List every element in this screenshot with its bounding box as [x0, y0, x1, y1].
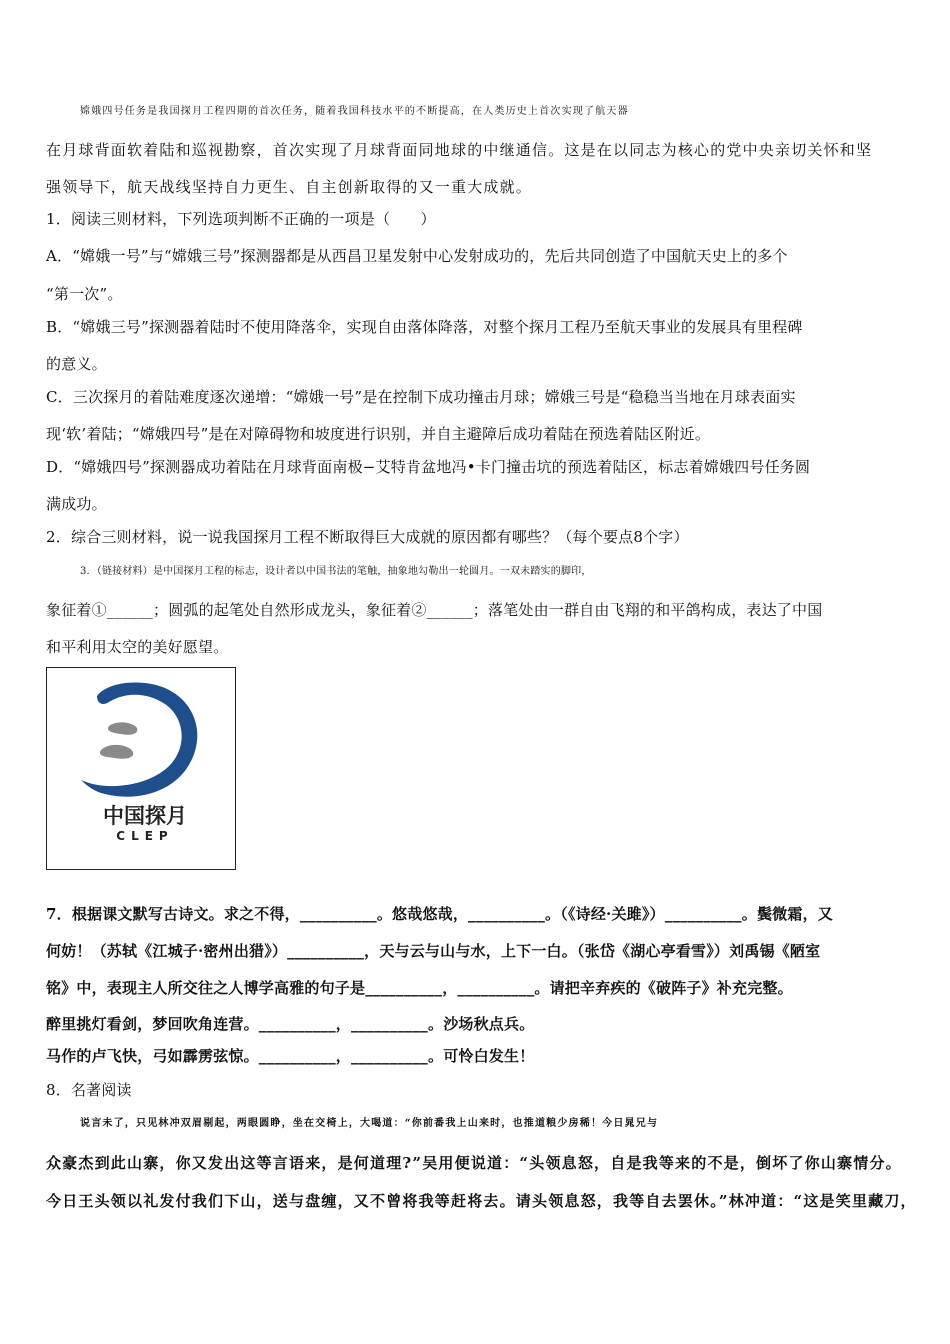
- moon-arc: [81, 682, 197, 796]
- option-b-line-2: 的意义。: [46, 355, 107, 373]
- option-c-line-1: C．三次探月的着陆难度逐次递增：“嫦娥一号”是在控制下成功撞击月球；嫦娥三号是“稳稳当当地在月球表面实: [46, 388, 796, 406]
- question-7-line-3: 铭》中，表现主人所交往之人博学高雅的句子是__________，__________。请把辛弃疾的《破阵子》补充完整。: [46, 979, 793, 997]
- option-b-line-1: B．“嫦娥三号”探测器着陆时不使用降落伞，实现自由落体降落，对整个探月工程乃至航天事业的发展具有里程碑: [46, 318, 803, 336]
- question-8-title: 8．名著阅读: [46, 1081, 132, 1099]
- logo-name-en: CLEP: [116, 829, 174, 843]
- question-3-line-2: 象征着①______；圆弧的起笔处自然形成龙头，象征着②______；落笔处由一群自由飞翔的和平鸽构成，表达了中国: [46, 601, 823, 619]
- question-7-line-1: 7．根据课文默写古诗文。求之不得，__________。悠哉悠哉，__________。（《诗经·关雎》）__________。鬓微霜，又: [46, 905, 833, 923]
- question-2: 2．综合三则材料，说一说我国探月工程不断取得巨大成就的原因都有哪些？（每个要点8个字）: [46, 528, 689, 546]
- logo-name-cn: 中国探月: [103, 804, 187, 828]
- question-3-line-1: 3．（链接材料）是中国探月工程的标志，设计者以中国书法的笔触，抽象地勾勒出一轮圆月。一双未踏实的脚印，: [80, 566, 592, 577]
- q8-text-line-3: 今日王头领以礼发付我们下山，送与盘缠，又不曾将我等赶将去。请头领息怒，我等自去罢休。”林冲道：“这是笑里藏刀，: [46, 1192, 917, 1210]
- question-7-line-4: 醉里挑灯看剑，梦回吹角连营。__________，__________。沙场秋点兵。: [46, 1015, 535, 1033]
- clep-logo-image: [46, 667, 236, 870]
- option-d-line-2: 满成功。: [46, 495, 107, 513]
- question-3-line-3: 和平利用太空的美好愿望。: [46, 638, 229, 656]
- option-d-line-1: D．“嫦娥四号”探测器成功着陆在月球背面南极−艾特肯盆地冯•卡门撞击坑的预选着陆区，标志着嫦娥四号任务圆: [46, 458, 811, 476]
- clep-logo-graphic: [47, 668, 235, 869]
- q8-text-line-2: 众豪杰到此山寨，你又发出这等言语来，是何道理?”吴用便说道：“头领息怒，自是我等来的不是，倒坏了你山寨情分。: [46, 1154, 902, 1172]
- question-7-line-5: 马作的卢飞快，弓如霹雳弦惊。__________，__________。可怜白发生！: [46, 1047, 535, 1065]
- passage-line-1: 嫦娥四号任务是我国探月工程四期的首次任务，随着我国科技水平的不断提高，在人类历史上首次实现了航天器: [80, 106, 629, 117]
- option-c-line-2: 现‘软’着陆；“嫦娥四号”是在对障碍物和坡度进行识别，并自主避障后成功着陆在预选着陆区附近。: [46, 425, 711, 443]
- footprint-lower: [100, 745, 133, 759]
- option-a-line-1: A．“嫦娥一号”与“嫦娥三号”探测器都是从西昌卫星发射中心发射成功的，先后共同创造了中国航天史上的多个: [46, 247, 788, 265]
- footprint-upper: [108, 722, 137, 734]
- passage-line-3: 强领导下，航天战线坚持自力更生、自主创新取得的又一重大成就。: [46, 178, 533, 196]
- option-a-line-2: “第一次”。: [46, 285, 123, 303]
- q8-text-line-1: 说言未了，只见林冲双眉剔起，两眼圆睁，坐在交椅上，大喝道：“你前番我上山来时，也推道粮少房稀！今日晁兄与: [80, 1118, 659, 1129]
- question-7-line-2: 何妨！（苏轼《江城子·密州出猎》）__________，天与云与山与水，上下一白。（张岱《湖心亭看雪》）刘禹锡《陋室: [46, 942, 821, 960]
- passage-line-2: 在月球背面软着陆和巡视勘察，首次实现了月球背面同地球的中继通信。这是在以同志为核心的党中央亲切关怀和坚: [46, 141, 873, 159]
- question-1-stem: 1．阅读三则材料，下列选项判断不正确的一项是（ ）: [46, 210, 436, 228]
